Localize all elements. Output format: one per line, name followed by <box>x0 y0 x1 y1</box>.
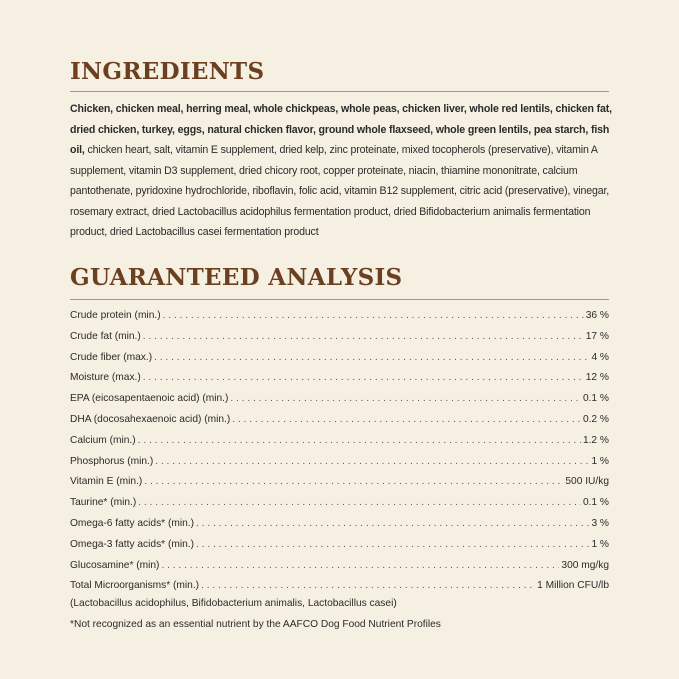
analysis-value: 1 Million CFU/lb <box>537 580 609 592</box>
analysis-label: Crude fiber (max.) <box>70 351 153 363</box>
analysis-label: Crude fat (min.) <box>70 330 141 342</box>
ingredients-list <box>70 99 615 243</box>
analysis-row-taurine <box>70 497 609 518</box>
analysis-row-crude-fat <box>70 331 609 352</box>
analysis-row-phosphorus <box>70 456 609 477</box>
analysis-label: Crude protein (min.) <box>70 310 161 321</box>
leader-dots <box>161 560 559 571</box>
analysis-row-omega-3 <box>70 539 609 560</box>
analysis-label: Phosphorus (min.) <box>70 455 154 467</box>
analysis-label: Total Microorganisms* (min.) <box>70 580 200 592</box>
analysis-label: EPA (eicosapentaenoic acid) (min.) <box>70 393 229 405</box>
analysis-value: 36 % <box>585 310 609 321</box>
leader-dots <box>230 393 581 404</box>
analysis-row-omega-6 <box>70 518 609 539</box>
analysis-row-crude-protein <box>70 310 609 331</box>
analysis-label: Calcium (min.) <box>70 434 136 446</box>
analysis-label: Omega-6 fatty acids* (min.) <box>70 517 194 529</box>
analysis-row-dha <box>70 414 609 435</box>
analysis-value: 1.2 % <box>582 434 609 446</box>
analysis-value: 1 % <box>591 455 609 467</box>
ingredients-primary: Chicken, chicken meal, herring meal, whole chickpeas, whole peas, chicken liver, whole red lentils, chicken fat, dried chicken, turkey, eggs, natural chicken flavor, ground whole flaxseed, whole green lentils, pea starch, fish oil, <box>70 103 612 156</box>
leader-dots <box>232 414 581 425</box>
guaranteed-analysis-divider <box>70 299 609 300</box>
analysis-row-calcium <box>70 435 609 456</box>
leader-dots <box>144 476 563 487</box>
analysis-value: 1 % <box>591 538 609 550</box>
leader-dots <box>163 310 584 321</box>
leader-dots <box>196 539 589 550</box>
analysis-row-epa <box>70 393 609 414</box>
analysis-label: Omega-3 fatty acids* (min.) <box>70 538 194 550</box>
microorganisms-note: (Lactobacillus acidophilus, Bifidobacterium animalis, Lactobacillus casei) <box>70 598 397 609</box>
analysis-value: 0.1 % <box>582 393 609 405</box>
leader-dots <box>154 352 589 363</box>
analysis-value: 500 IU/kg <box>565 476 609 488</box>
guaranteed-analysis-heading: GUARANTEED ANALYSIS <box>70 264 403 291</box>
analysis-label: Taurine* (min.) <box>70 497 137 509</box>
analysis-value: 4 % <box>591 351 609 363</box>
leader-dots <box>138 497 581 508</box>
analysis-value: 0.2 % <box>582 413 609 425</box>
analysis-value: 300 mg/kg <box>561 559 609 571</box>
analysis-label: DHA (docosahexaenoic acid) (min.) <box>70 413 231 425</box>
analysis-row-moisture <box>70 372 609 393</box>
ingredients-secondary: chicken heart, salt, vitamin E supplement, dried kelp, zinc proteinate, mixed tocopherols (preservative), vitamin A supplement, vitamin D3 supplement, dried chicory root, copper proteinate, niacin, thiamine mononitrate, calcium pantothenate, pyridoxine hydrochloride, riboflavin, folic acid, vitamin B12 supplement, citric acid (preservative), vinegar, rosemary extract, dried Lactobacillus acidophilus fermentation product, dried Bifidobacterium animalis fermentation product, dried Lactobacillus casei fermentation product <box>70 144 610 238</box>
analysis-row-glucosamine <box>70 560 609 581</box>
leader-dots <box>201 580 535 591</box>
analysis-value: 3 % <box>591 517 609 529</box>
analysis-row-crude-fiber <box>70 352 609 373</box>
ingredients-heading: INGREDIENTS <box>70 58 265 85</box>
leader-dots <box>143 372 584 383</box>
leader-dots <box>138 435 581 446</box>
ingredients-divider <box>70 91 609 92</box>
analysis-table <box>70 310 609 601</box>
analysis-value: 12 % <box>585 372 609 384</box>
leader-dots <box>143 331 584 342</box>
analysis-label: Vitamin E (min.) <box>70 476 143 488</box>
aafco-footnote: *Not recognized as an essential nutrient by the AAFCO Dog Food Nutrient Profiles <box>70 619 441 630</box>
analysis-row-vitamin-e <box>70 476 609 497</box>
analysis-label: Moisture (max.) <box>70 372 141 384</box>
analysis-label: Glucosamine* (min) <box>70 559 160 571</box>
analysis-value: 0.1 % <box>582 497 609 509</box>
leader-dots <box>155 456 589 467</box>
analysis-value: 17 % <box>585 330 609 342</box>
leader-dots <box>196 518 589 529</box>
